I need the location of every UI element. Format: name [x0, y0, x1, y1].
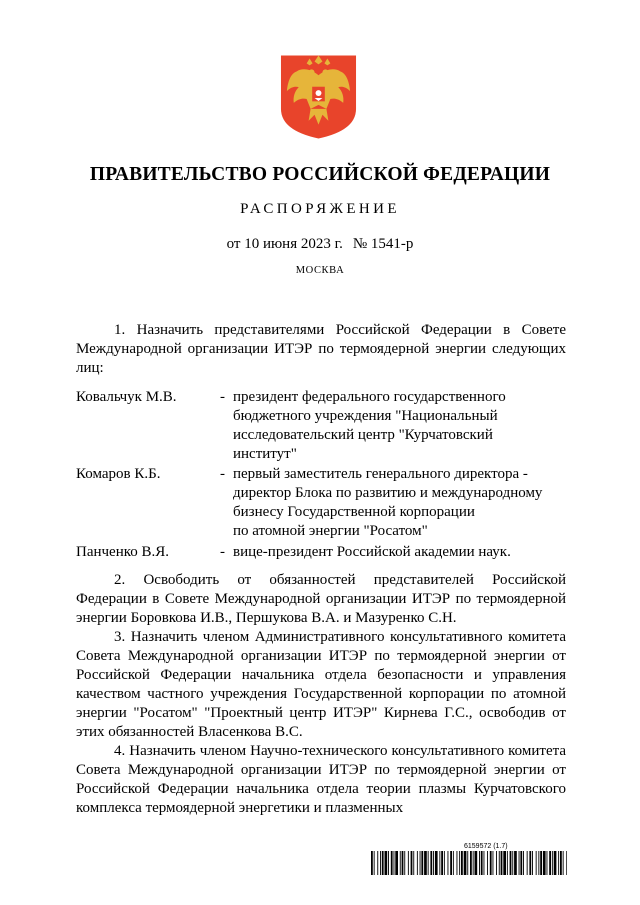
- paragraph-3: 3. Назначить членом Административного консультативного комитета Совета Международной организации ИТЭР по термоядерной энергии от Российской Федерации начальника отдела безопасности и управления качеством частного учреждения Государственной корпорации по атомной энергии "Росатом" "Проектный центр ИТЭР" Кирнева Г.С., освободив от этих обязанностей Власенкова В.С.: [76, 629, 566, 740]
- person-dash: -: [220, 389, 225, 405]
- government-title: ПРАВИТЕЛЬСТВО РОССИЙСКОЙ ФЕДЕРАЦИИ: [89, 164, 551, 185]
- paragraph-1: 1. Назначить представителями Российской Федерации в Совете Международной организации ИТЭР по термоядерной энергии следующих лиц:: [76, 322, 566, 376]
- person-name: Ковальчук М.В.: [76, 389, 177, 405]
- person-name: Панченко В.Я.: [76, 544, 170, 560]
- section-1: [76, 321, 566, 378]
- document-code: 6159572 (1.7): [464, 843, 508, 850]
- document-date-line: [0, 236, 640, 253]
- person-dash: -: [220, 466, 225, 482]
- coat-of-arms-emblem: [279, 53, 358, 141]
- document-date: от 10 июня 2023 г.: [226, 236, 343, 252]
- city-label: МОСКВА: [295, 265, 345, 276]
- document-type: РАСПОРЯЖЕНИЕ: [240, 201, 400, 217]
- person-2: [76, 465, 566, 541]
- paragraph-4: 4. Назначить членом Научно-технического консультативного комитета Совета Международной организации ИТЭР по термоядерной энергии от Российской Федерации начальника отдела теории плазмы Курчатовского комплекса термоядерной энергетики и плазменных: [76, 743, 566, 816]
- section-2-4: [76, 571, 566, 818]
- paragraph-2: 2. Освободить от обязанностей представителей Российской Федерации в Совете Международной организации ИТЭР по термоядерной энергии Боровкова И.В., Першукова В.А. и Мазуренко С.Н.: [76, 572, 566, 626]
- person-role: первый заместитель генерального директора - директор Блока по развитию и международному бизнесу Государственной корпорации по атомной энергии "Росатом": [233, 466, 543, 539]
- person-3: [76, 543, 566, 562]
- person-name: Комаров К.Б.: [76, 466, 161, 482]
- barcode-image: [371, 851, 567, 875]
- person-dash: -: [220, 544, 225, 560]
- person-1: [76, 388, 566, 464]
- document-number: № 1541-р: [352, 236, 414, 252]
- person-role: президент федерального государственного бюджетного учреждения "Национальный исследовательский центр "Курчатовский институт": [233, 389, 506, 462]
- person-role: вице-президент Российской академии наук.: [233, 544, 511, 560]
